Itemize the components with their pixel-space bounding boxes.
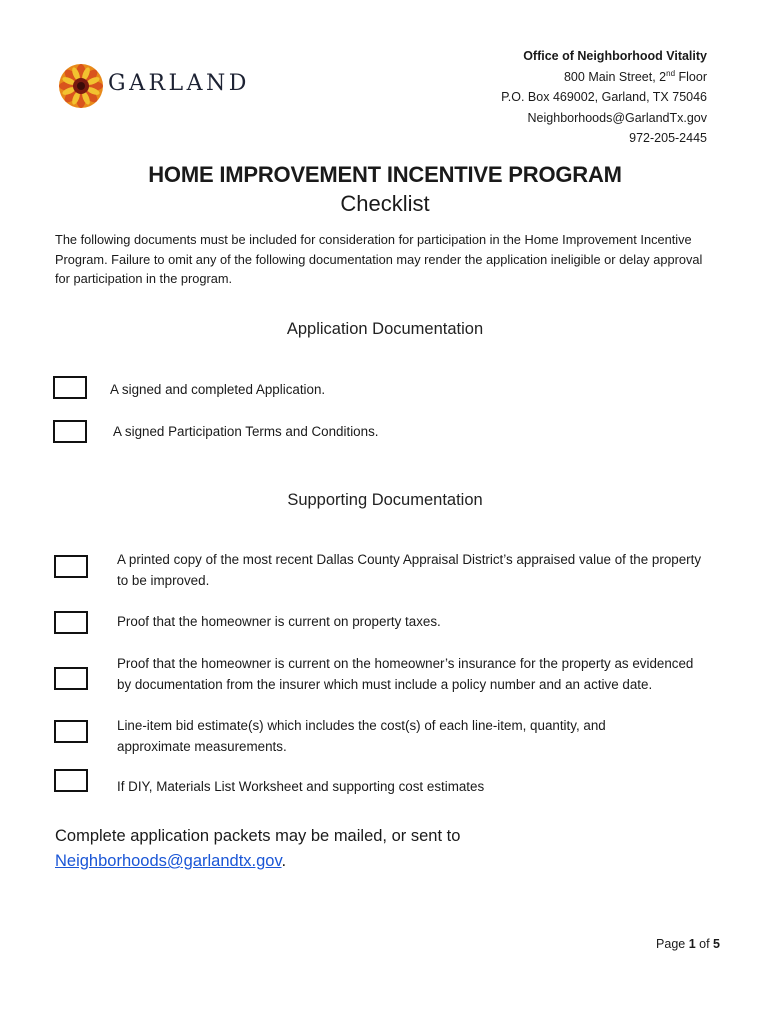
street-prefix: 800 Main Street, 2 — [563, 69, 667, 84]
checkbox-appraisal-copy[interactable] — [54, 555, 88, 578]
page-label: Page — [656, 937, 689, 951]
office-address-block — [501, 46, 707, 149]
garland-logo — [57, 62, 257, 110]
closing-period: . — [281, 852, 287, 870]
closing-text: Complete application packets may be mailed, or sent to — [55, 827, 461, 845]
page-total: 5 — [713, 937, 720, 951]
checklist-item-text: Proof that the homeowner is current on property taxes. — [117, 614, 441, 629]
office-email: Neighborhoods@GarlandTx.gov — [527, 110, 707, 125]
page-current: 1 — [688, 937, 696, 951]
street-address — [501, 67, 707, 88]
checkbox-diy-materials[interactable] — [54, 769, 88, 792]
closing-link-line — [55, 849, 460, 874]
flower-logo-icon — [57, 62, 105, 110]
office-phone: 972-205-2445 — [629, 131, 707, 146]
application-section-heading: Application Documentation — [286, 320, 484, 338]
email-link[interactable]: Neighborhoods@garlandtx.gov — [55, 852, 282, 870]
closing-statement — [55, 824, 460, 874]
po-box: P.O. Box 469002, Garland, TX 75046 — [501, 90, 707, 105]
page-of: of — [695, 937, 714, 951]
page-number — [656, 937, 720, 951]
page-title: HOME IMPROVEMENT INCENTIVE PROGRAM — [148, 162, 622, 187]
office-name: Office of Neighborhood Vitality — [523, 49, 707, 63]
checklist-item-text: A signed Participation Terms and Conditions. — [113, 424, 379, 439]
logo-wordmark: GARLAND — [108, 71, 250, 96]
checkbox-participation-terms[interactable] — [53, 420, 87, 443]
checkbox-bid-estimate[interactable] — [54, 720, 88, 743]
checklist-item-text: If DIY, Materials List Worksheet and supporting cost estimates — [117, 779, 485, 794]
checklist-item-text: A signed and completed Application. — [110, 382, 326, 397]
street-sup: nd — [666, 68, 676, 78]
checkbox-homeowner-insurance[interactable] — [54, 667, 88, 690]
checklist-item-text: A printed copy of the most recent Dallas County Appraisal District’s appraised value of the property to be improved. — [117, 552, 702, 588]
checklist-item-text: Line-item bid estimate(s) which includes the cost(s) of each line-item, quantity, and approximate measurements. — [117, 718, 606, 754]
street-suffix: Floor — [675, 69, 707, 84]
checkbox-property-taxes[interactable] — [54, 611, 88, 634]
checklist-item-text: Proof that the homeowner is current on the homeowner’s insurance for the property as evidenced by documentation from the insurer which must include a policy number and an active date. — [117, 656, 694, 692]
checkbox-signed-application[interactable] — [53, 376, 87, 399]
intro-paragraph: The following documents must be included for consideration for participation in the Home Improvement Incentive Program. Failure to omit any of the following documentation may render the application ineligible or delay approval for participation in the program. — [55, 232, 703, 287]
supporting-section-heading: Supporting Documentation — [287, 491, 483, 509]
page-subtitle: Checklist — [340, 191, 430, 216]
